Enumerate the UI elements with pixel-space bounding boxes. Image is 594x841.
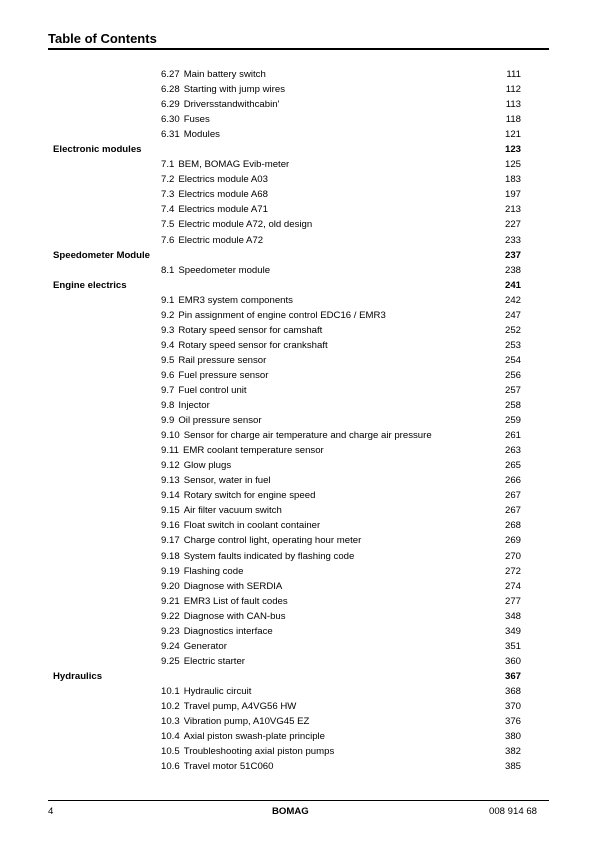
toc-entry-number: 9.2 [161, 309, 175, 321]
toc-entry [161, 458, 231, 473]
toc-entry-number: 9.20 [161, 580, 180, 592]
toc-page-number: 367 [504, 670, 521, 682]
toc-page-number: 258 [504, 400, 521, 412]
toc-entry-number: 9.24 [161, 640, 180, 652]
toc-entry-number: 8.1 [161, 264, 175, 276]
toc-entry-number: 9.5 [161, 354, 175, 366]
toc-entry [161, 684, 251, 699]
toc-entry-number: 9.12 [161, 460, 180, 472]
toc-page-number: 269 [504, 535, 521, 547]
toc-entry-number: 10.1 [161, 685, 180, 697]
toc-entry-number: 6.31 [161, 129, 180, 141]
toc-entry-title: Main battery switch [183, 69, 266, 80]
toc-entry-title: Fuel pressure sensor [178, 369, 269, 381]
toc-entry [161, 82, 285, 97]
toc-entry [161, 579, 282, 594]
toc-entry-row[interactable] [0, 157, 594, 172]
toc-entry-title: Vibration pump, A10VG45 EZ [183, 716, 310, 728]
toc-entry-title: Fuses [183, 114, 210, 126]
footer-page-number: 4 [48, 806, 54, 817]
toc-entry-row[interactable] [0, 67, 594, 82]
toc-entry-number: 9.4 [161, 339, 175, 351]
toc-page-number: 237 [504, 249, 521, 261]
toc-page-number: 360 [504, 655, 521, 667]
toc-entry-row[interactable] [0, 624, 594, 639]
toc-entry [161, 549, 354, 564]
toc-entry [161, 699, 296, 714]
toc-entry [161, 172, 268, 187]
toc-page-number: 242 [504, 294, 521, 306]
footer-document-number: 008 914 68 [488, 806, 537, 817]
toc-entry-title: Flashing code [183, 565, 244, 577]
toc-page-number: 247 [504, 309, 521, 321]
toc-entry-row[interactable] [0, 609, 594, 624]
toc-page-number: 111 [506, 69, 521, 80]
toc-entry-number: 10.5 [161, 746, 180, 758]
toc-entry [161, 112, 210, 127]
footer-brand: BOMAG [272, 806, 309, 817]
toc-entry-title: Generator [183, 640, 227, 652]
toc-page-number: 238 [504, 264, 521, 276]
toc-entry [161, 759, 273, 774]
toc-entry-title: Travel motor 51C060 [183, 761, 274, 773]
toc-entry-row[interactable] [0, 744, 594, 759]
toc-page-number: 254 [504, 354, 521, 366]
toc-entry [161, 654, 245, 669]
toc-entry-number: 9.8 [161, 400, 175, 412]
toc-entry-row[interactable] [0, 233, 594, 248]
toc-entry-number: 7.2 [161, 174, 175, 186]
toc-entry-row[interactable] [0, 323, 594, 338]
toc-entry-title: Glow plugs [183, 460, 232, 472]
toc-entry-title: Sensor, water in fuel [183, 475, 271, 487]
toc-entry-row[interactable] [0, 368, 594, 383]
toc-page-number: 382 [504, 746, 521, 758]
toc-entry-number: 7.1 [161, 159, 175, 171]
toc-entry-number: 9.3 [161, 324, 175, 336]
toc-entry [161, 338, 328, 353]
toc-entry-title: Modules [183, 129, 220, 141]
toc-entry [161, 97, 279, 112]
toc-entry-row[interactable] [0, 413, 594, 428]
toc-entry-number: 9.23 [161, 625, 180, 637]
toc-page-number: 213 [504, 204, 521, 216]
toc-page-number: 125 [504, 159, 521, 171]
toc-page-number: 241 [504, 279, 521, 291]
toc-section-title: Electronic modules [53, 144, 142, 156]
toc-entry [161, 533, 361, 548]
toc-page-number: 121 [504, 129, 521, 141]
toc-page-number: 256 [504, 369, 521, 381]
toc-entry-row[interactable] [0, 488, 594, 503]
toc-entry [161, 639, 227, 654]
toc-entry-number: 6.29 [161, 99, 180, 111]
toc-entry-row[interactable] [0, 383, 594, 398]
toc-entry [161, 428, 432, 443]
toc-entry-title: EMR3 List of fault codes [183, 595, 288, 607]
toc-entry-row[interactable] [0, 353, 594, 368]
toc-entry-row[interactable] [0, 293, 594, 308]
header-divider [48, 48, 549, 50]
toc-entry-title: Oil pressure sensor [178, 415, 262, 427]
toc-page-number: 272 [504, 565, 521, 577]
toc-entry-title: Sensor for charge air temperature and charge air pressure [183, 430, 432, 442]
toc-entry-title: Electric starter [183, 655, 245, 667]
toc-entry-title: Electrics module A71 [178, 204, 268, 216]
toc-entry [161, 488, 315, 503]
toc-entry-title: EMR3 system components [178, 294, 293, 306]
toc-page-number: 253 [504, 339, 521, 351]
toc-entry-title: Fuel control unit [178, 384, 247, 396]
toc-section-row[interactable] [0, 278, 594, 293]
toc-entry-number: 7.4 [161, 204, 175, 216]
toc-entry-number: 10.4 [161, 731, 180, 743]
toc-section-title: Hydraulics [53, 670, 103, 682]
toc-entry-row[interactable] [0, 473, 594, 488]
toc-entry-number: 6.27 [161, 69, 180, 80]
toc-entry-title: Electrics module A03 [178, 174, 268, 186]
toc-page-number: 277 [504, 595, 521, 607]
toc-entry-number: 9.11 [161, 445, 179, 457]
toc-page-number: 274 [504, 580, 521, 592]
toc-page-number: 233 [504, 234, 521, 246]
toc-page-number: 351 [504, 640, 521, 652]
toc-entry [161, 217, 312, 232]
toc-page-number: 380 [504, 731, 521, 743]
table-of-contents [0, 67, 594, 774]
toc-entry-number: 7.5 [161, 219, 175, 231]
toc-entry [161, 564, 243, 579]
toc-entry-row[interactable] [0, 263, 594, 278]
footer-divider [48, 800, 549, 801]
toc-entry-number: 10.3 [161, 716, 180, 728]
toc-page-number: 183 [504, 174, 521, 186]
toc-page-number: 261 [504, 430, 521, 442]
toc-entry-row[interactable] [0, 759, 594, 774]
toc-entry-row[interactable] [0, 503, 594, 518]
toc-entry [161, 443, 324, 458]
toc-page-number: 349 [504, 625, 521, 637]
toc-page-number: 266 [504, 475, 521, 487]
toc-entry-number: 9.1 [161, 294, 175, 306]
toc-entry-row[interactable] [0, 654, 594, 669]
toc-page-number: 267 [504, 505, 521, 517]
toc-entry [161, 308, 386, 323]
toc-entry-row[interactable] [0, 684, 594, 699]
toc-entry-number: 7.3 [161, 189, 175, 201]
toc-entry-number: 10.2 [161, 700, 180, 712]
toc-entry-number: 9.25 [161, 655, 180, 667]
toc-entry-row[interactable] [0, 639, 594, 654]
toc-entry-row[interactable] [0, 82, 594, 97]
toc-entry [161, 202, 268, 217]
toc-entry-number: 6.28 [161, 84, 180, 96]
toc-entry-number: 9.17 [161, 535, 180, 547]
toc-entry [161, 744, 334, 759]
toc-entry-title: Starting with jump wires [183, 84, 285, 96]
toc-page-number: 227 [504, 219, 521, 231]
toc-entry [161, 383, 247, 398]
toc-page-number: 265 [504, 460, 521, 472]
toc-page-number: 118 [505, 114, 521, 126]
toc-page-number: 112 [505, 84, 521, 96]
toc-entry [161, 398, 210, 413]
toc-entry-number: 9.22 [161, 610, 180, 622]
toc-page-number: 376 [504, 716, 521, 728]
toc-entry [161, 518, 320, 533]
toc-entry [161, 503, 282, 518]
toc-entry-title: Diagnostics interface [183, 625, 273, 637]
toc-entry-row[interactable] [0, 579, 594, 594]
toc-entry [161, 127, 220, 142]
toc-entry [161, 67, 266, 82]
toc-entry-number: 6.30 [161, 114, 180, 126]
toc-entry-row[interactable] [0, 729, 594, 744]
toc-entry-title: Electric module A72 [178, 234, 264, 246]
toc-entry-number: 10.6 [161, 761, 180, 773]
toc-entry-title: Air filter vacuum switch [183, 505, 282, 517]
toc-entry-title: Rotary speed sensor for camshaft [178, 324, 323, 336]
toc-entry [161, 233, 263, 248]
toc-entry-number: 9.14 [161, 490, 180, 502]
toc-entry [161, 323, 322, 338]
toc-entry [161, 609, 286, 624]
toc-entry-row[interactable] [0, 564, 594, 579]
toc-page-number: 123 [504, 144, 521, 156]
toc-entry-number: 9.7 [161, 384, 175, 396]
toc-entry-row[interactable] [0, 127, 594, 142]
toc-page-number: 113 [505, 99, 521, 111]
toc-entry-title: Injector [178, 400, 210, 412]
toc-entry-row[interactable] [0, 594, 594, 609]
toc-page-number: 267 [504, 490, 521, 502]
toc-entry-row[interactable] [0, 187, 594, 202]
toc-entry-title: Rotary speed sensor for crankshaft [178, 339, 328, 351]
toc-entry-row[interactable] [0, 549, 594, 564]
toc-entry-number: 9.16 [161, 520, 180, 532]
toc-entry-number: 9.18 [161, 550, 180, 562]
toc-entry-title: Diagnose with SERDIA [183, 580, 283, 592]
toc-section-row[interactable] [0, 142, 594, 157]
toc-page-number: 263 [504, 445, 521, 457]
toc-entry-title: Electrics module A68 [178, 189, 268, 201]
toc-entry-title: Electric module A72, old design [178, 219, 313, 231]
toc-entry-row[interactable] [0, 533, 594, 548]
toc-entry-title: Travel pump, A4VG56 HW [183, 700, 297, 712]
toc-entry-title: Float switch in coolant container [183, 520, 321, 532]
toc-entry-row[interactable] [0, 518, 594, 533]
toc-entry-row[interactable] [0, 714, 594, 729]
toc-entry-title: Speedometer module [178, 264, 271, 276]
toc-entry-row[interactable] [0, 217, 594, 232]
toc-entry-row[interactable] [0, 112, 594, 127]
toc-entry-number: 9.15 [161, 505, 180, 517]
toc-entry [161, 729, 325, 744]
toc-entry-row[interactable] [0, 428, 594, 443]
toc-section-row[interactable] [0, 248, 594, 263]
toc-entry [161, 624, 273, 639]
toc-entry-title: Diagnose with CAN-bus [183, 610, 286, 622]
toc-entry [161, 413, 262, 428]
toc-page-number: 385 [504, 761, 521, 773]
toc-entry [161, 594, 288, 609]
toc-entry-title: Axial piston swash-plate principle [183, 731, 325, 743]
toc-entry [161, 368, 268, 383]
toc-entry [161, 263, 270, 278]
toc-entry-title: Rail pressure sensor [178, 354, 267, 366]
toc-entry-row[interactable] [0, 458, 594, 473]
toc-entry [161, 187, 268, 202]
toc-entry-title: Charge control light, operating hour meter [183, 535, 362, 547]
toc-entry-row[interactable] [0, 443, 594, 458]
toc-section-title: Speedometer Module [53, 249, 151, 261]
toc-entry-number: 9.10 [161, 430, 180, 442]
toc-section-title: Engine electrics [53, 279, 127, 291]
toc-entry-row[interactable] [0, 338, 594, 353]
toc-entry-title: Rotary switch for engine speed [183, 490, 316, 502]
toc-entry [161, 473, 271, 488]
toc-entry [161, 293, 293, 308]
toc-entry-row[interactable] [0, 308, 594, 323]
page-title: Table of Contents [48, 31, 157, 46]
toc-page-number: 348 [504, 610, 521, 622]
toc-entry-title: System faults indicated by flashing code [183, 550, 355, 562]
toc-page-number: 370 [504, 700, 521, 712]
toc-entry [161, 353, 266, 368]
toc-entry-number: 9.6 [161, 369, 175, 381]
toc-section-row[interactable] [0, 669, 594, 684]
toc-entry-row[interactable] [0, 97, 594, 112]
toc-entry-number: 9.13 [161, 475, 180, 487]
toc-page-number: 270 [504, 550, 521, 562]
toc-entry-row[interactable] [0, 398, 594, 413]
toc-entry-title: BEM, BOMAG Evib-meter [178, 159, 290, 171]
toc-entry-row[interactable] [0, 172, 594, 187]
toc-page-number: 259 [504, 415, 521, 427]
toc-entry [161, 157, 289, 172]
toc-page-number: 252 [504, 324, 521, 336]
toc-entry-title: EMR coolant temperature sensor [182, 445, 324, 457]
toc-entry-row[interactable] [0, 202, 594, 217]
toc-page-number: 268 [504, 520, 521, 532]
toc-entry-row[interactable] [0, 699, 594, 714]
toc-entry-title: Pin assignment of engine control EDC16 / EMR3 [178, 309, 386, 321]
toc-entry-number: 7.6 [161, 234, 175, 246]
toc-entry-number: 9.21 [161, 595, 180, 607]
toc-entry [161, 714, 309, 729]
toc-page-number: 368 [504, 685, 521, 697]
toc-entry-number: 9.9 [161, 415, 175, 427]
toc-page-number: 257 [504, 384, 521, 396]
toc-entry-title: Hydraulic circuit [183, 685, 252, 697]
toc-entry-title: Troubleshooting axial piston pumps [183, 746, 335, 758]
toc-entry-number: 9.19 [161, 565, 180, 577]
toc-page-number: 197 [504, 189, 521, 201]
toc-entry-title: Driversstandwithcabin' [183, 99, 280, 111]
